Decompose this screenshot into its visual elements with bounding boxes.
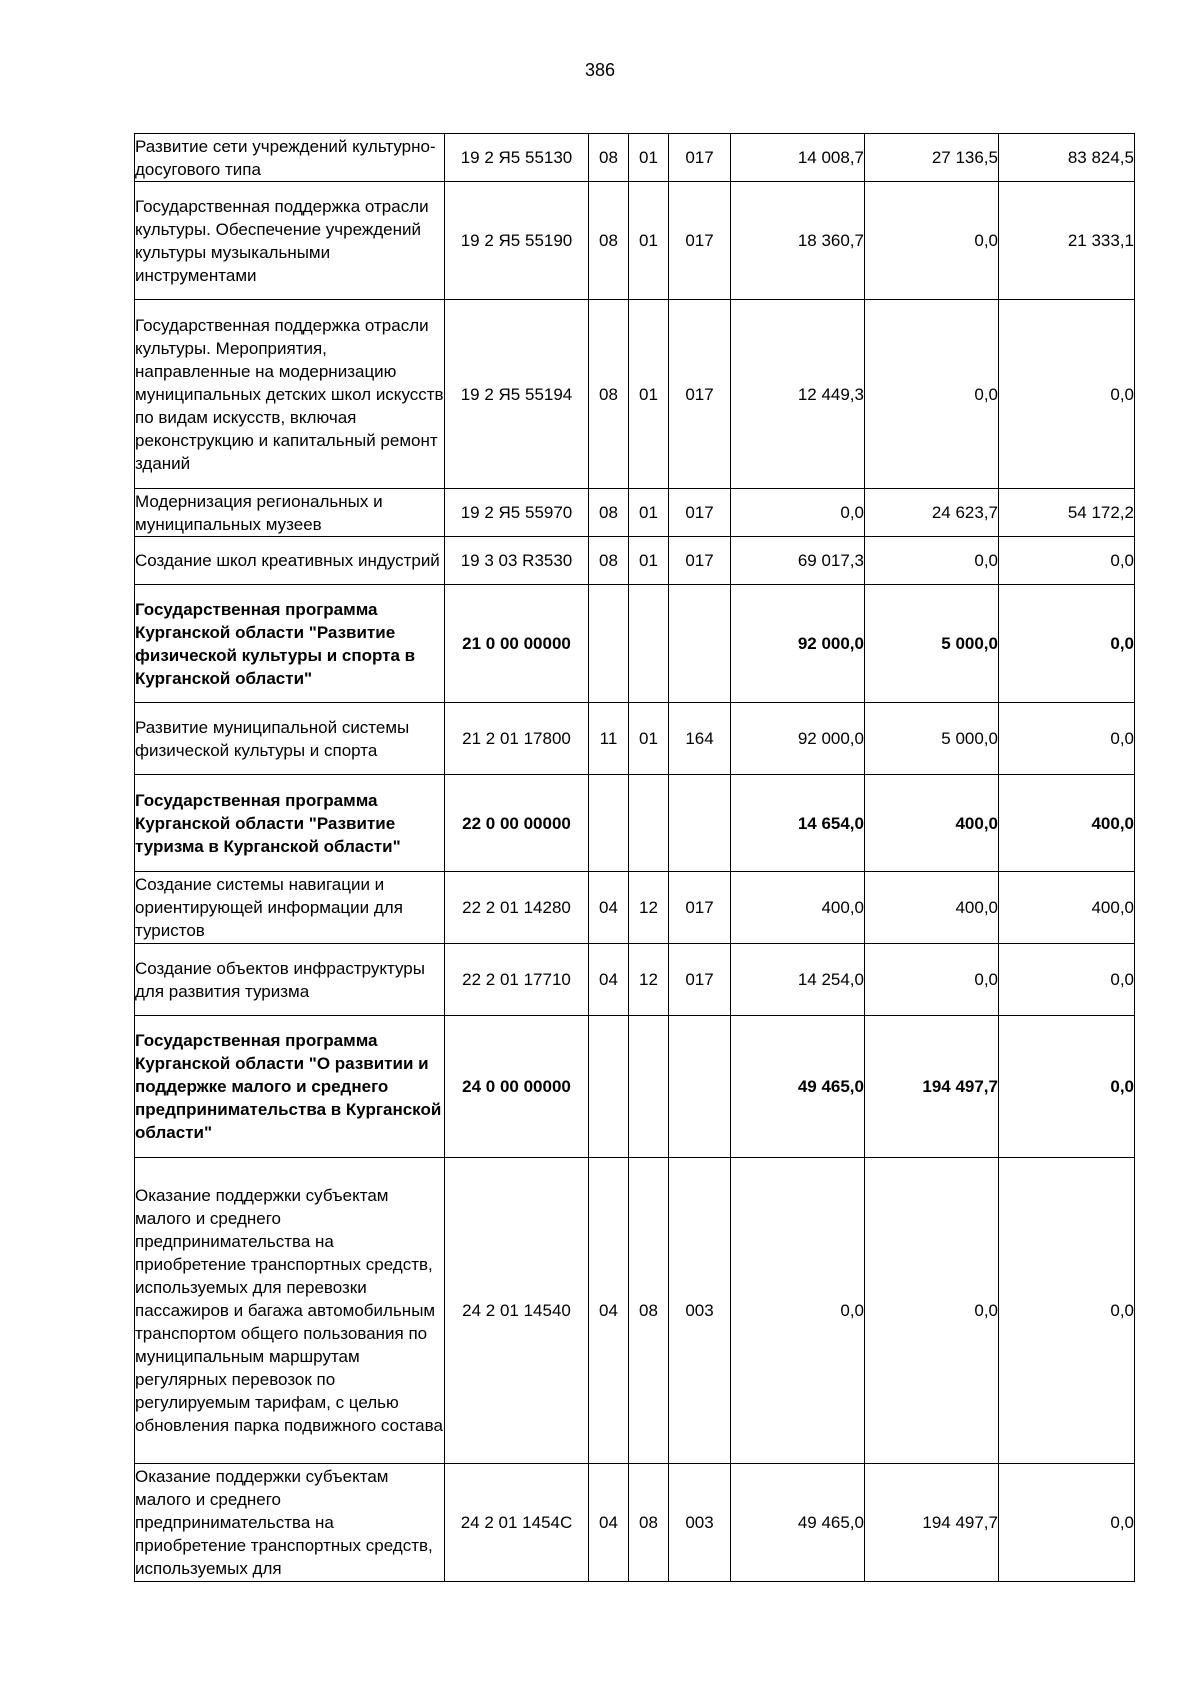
row-value-3: 0,0 — [999, 1158, 1135, 1464]
row-code: 22 2 01 17710 — [445, 944, 589, 1016]
row-expense-type — [669, 585, 731, 703]
row-code: 19 2 Я5 55190 — [445, 182, 589, 300]
table-row — [135, 944, 1135, 1016]
row-value-3: 0,0 — [999, 1016, 1135, 1158]
table-row — [135, 537, 1135, 585]
row-expense-type — [669, 1016, 731, 1158]
table-row — [135, 1158, 1135, 1464]
row-value-2: 400,0 — [865, 775, 999, 872]
row-value-1: 14 254,0 — [731, 944, 865, 1016]
row-subsection: 01 — [629, 703, 669, 775]
table-row — [135, 775, 1135, 872]
table-row — [135, 585, 1135, 703]
row-value-3: 0,0 — [999, 944, 1135, 1016]
row-subsection: 01 — [629, 134, 669, 182]
table-row — [135, 134, 1135, 182]
row-value-2: 27 136,5 — [865, 134, 999, 182]
row-name: Создание системы навигации и ориентирующей информации для туристов — [135, 872, 445, 944]
row-name: Развитие сети учреждений культурно-досугового типа — [135, 134, 445, 182]
row-value-1: 0,0 — [731, 489, 865, 537]
row-value-1: 0,0 — [731, 1158, 865, 1464]
row-expense-type: 017 — [669, 872, 731, 944]
row-value-1: 12 449,3 — [731, 300, 865, 489]
row-subsection: 08 — [629, 1158, 669, 1464]
row-value-2: 24 623,7 — [865, 489, 999, 537]
row-code: 24 2 01 14540 — [445, 1158, 589, 1464]
row-expense-type: 017 — [669, 182, 731, 300]
row-value-2: 0,0 — [865, 1158, 999, 1464]
row-expense-type: 017 — [669, 537, 731, 585]
row-name: Создание школ креативных индустрий — [135, 537, 445, 585]
row-section: 08 — [589, 537, 629, 585]
row-section: 04 — [589, 944, 629, 1016]
row-subsection: 12 — [629, 872, 669, 944]
table-row — [135, 300, 1135, 489]
row-value-3: 21 333,1 — [999, 182, 1135, 300]
row-name: Создание объектов инфраструктуры для развития туризма — [135, 944, 445, 1016]
row-name: Государственная программа Курганской области "О развитии и поддержке малого и среднего предпринимательства в Курганской области" — [135, 1016, 445, 1158]
table-row — [135, 1464, 1135, 1582]
row-value-2: 194 497,7 — [865, 1016, 999, 1158]
row-name: Государственная поддержка отрасли культуры. Мероприятия, направленные на модернизацию муниципальных детских школ искусств по видам искусств, включая реконструкцию и капитальный ремонт зданий — [135, 300, 445, 489]
row-subsection: 01 — [629, 300, 669, 489]
row-value-2: 0,0 — [865, 300, 999, 489]
row-code: 22 0 00 00000 — [445, 775, 589, 872]
row-value-2: 0,0 — [865, 182, 999, 300]
row-section: 11 — [589, 703, 629, 775]
row-code: 21 2 01 17800 — [445, 703, 589, 775]
table-row — [135, 489, 1135, 537]
row-value-1: 400,0 — [731, 872, 865, 944]
row-code: 22 2 01 14280 — [445, 872, 589, 944]
table-row — [135, 872, 1135, 944]
row-expense-type: 017 — [669, 489, 731, 537]
row-section — [589, 585, 629, 703]
row-expense-type: 003 — [669, 1158, 731, 1464]
row-value-2: 194 497,7 — [865, 1464, 999, 1582]
row-code: 24 0 00 00000 — [445, 1016, 589, 1158]
row-section: 04 — [589, 1158, 629, 1464]
row-code: 24 2 01 1454С — [445, 1464, 589, 1582]
budget-table — [134, 133, 1135, 1582]
row-value-3: 83 824,5 — [999, 134, 1135, 182]
table-row — [135, 182, 1135, 300]
row-value-3: 0,0 — [999, 585, 1135, 703]
row-subsection: 01 — [629, 182, 669, 300]
row-value-1: 49 465,0 — [731, 1464, 865, 1582]
row-subsection: 01 — [629, 537, 669, 585]
row-value-1: 92 000,0 — [731, 703, 865, 775]
row-code: 19 2 Я5 55970 — [445, 489, 589, 537]
row-name: Государственная программа Курганской области "Развитие туризма в Курганской области" — [135, 775, 445, 872]
row-value-3: 0,0 — [999, 537, 1135, 585]
row-expense-type: 017 — [669, 300, 731, 489]
row-name: Развитие муниципальной системы физической культуры и спорта — [135, 703, 445, 775]
row-value-1: 49 465,0 — [731, 1016, 865, 1158]
row-name: Модернизация региональных и муниципальных музеев — [135, 489, 445, 537]
row-value-2: 0,0 — [865, 537, 999, 585]
row-code: 21 0 00 00000 — [445, 585, 589, 703]
row-value-3: 0,0 — [999, 300, 1135, 489]
row-expense-type: 164 — [669, 703, 731, 775]
row-subsection — [629, 585, 669, 703]
row-value-3: 400,0 — [999, 775, 1135, 872]
row-value-1: 92 000,0 — [731, 585, 865, 703]
row-expense-type: 017 — [669, 134, 731, 182]
row-subsection — [629, 775, 669, 872]
row-section: 08 — [589, 134, 629, 182]
row-value-3: 400,0 — [999, 872, 1135, 944]
row-subsection: 08 — [629, 1464, 669, 1582]
page-number: 386 — [584, 60, 616, 80]
table-row — [135, 703, 1135, 775]
row-name: Оказание поддержки субъектам малого и среднего предпринимательства на приобретение транспортных средств, используемых для — [135, 1464, 445, 1582]
row-section — [589, 1016, 629, 1158]
row-value-1: 18 360,7 — [731, 182, 865, 300]
row-name: Оказание поддержки субъектам малого и среднего предпринимательства на приобретение транспортных средств, используемых для перевозки пассажиров и багажа автомобильным транспортом общего пользования по муниципальным маршрутам регулярных перевозок по регулируемым тарифам, с целью обновления парка подвижного состава — [135, 1158, 445, 1464]
row-name: Государственная поддержка отрасли культуры. Обеспечение учреждений культуры музыкальными инструментами — [135, 182, 445, 300]
row-expense-type — [669, 775, 731, 872]
row-subsection: 12 — [629, 944, 669, 1016]
row-section: 04 — [589, 872, 629, 944]
row-code: 19 2 Я5 55130 — [445, 134, 589, 182]
row-expense-type: 003 — [669, 1464, 731, 1582]
row-section: 08 — [589, 300, 629, 489]
row-value-3: 0,0 — [999, 1464, 1135, 1582]
row-section: 04 — [589, 1464, 629, 1582]
row-value-3: 54 172,2 — [999, 489, 1135, 537]
row-value-2: 400,0 — [865, 872, 999, 944]
row-name: Государственная программа Курганской области "Развитие физической культуры и спорта в Курганской области" — [135, 585, 445, 703]
row-value-1: 69 017,3 — [731, 537, 865, 585]
row-section — [589, 775, 629, 872]
row-value-3: 0,0 — [999, 703, 1135, 775]
row-value-1: 14 654,0 — [731, 775, 865, 872]
row-code: 19 3 03 R3530 — [445, 537, 589, 585]
row-subsection: 01 — [629, 489, 669, 537]
row-value-2: 5 000,0 — [865, 585, 999, 703]
row-code: 19 2 Я5 55194 — [445, 300, 589, 489]
table-row — [135, 1016, 1135, 1158]
row-section: 08 — [589, 182, 629, 300]
row-expense-type: 017 — [669, 944, 731, 1016]
row-section: 08 — [589, 489, 629, 537]
row-value-2: 5 000,0 — [865, 703, 999, 775]
row-value-2: 0,0 — [865, 944, 999, 1016]
row-value-1: 14 008,7 — [731, 134, 865, 182]
row-subsection — [629, 1016, 669, 1158]
